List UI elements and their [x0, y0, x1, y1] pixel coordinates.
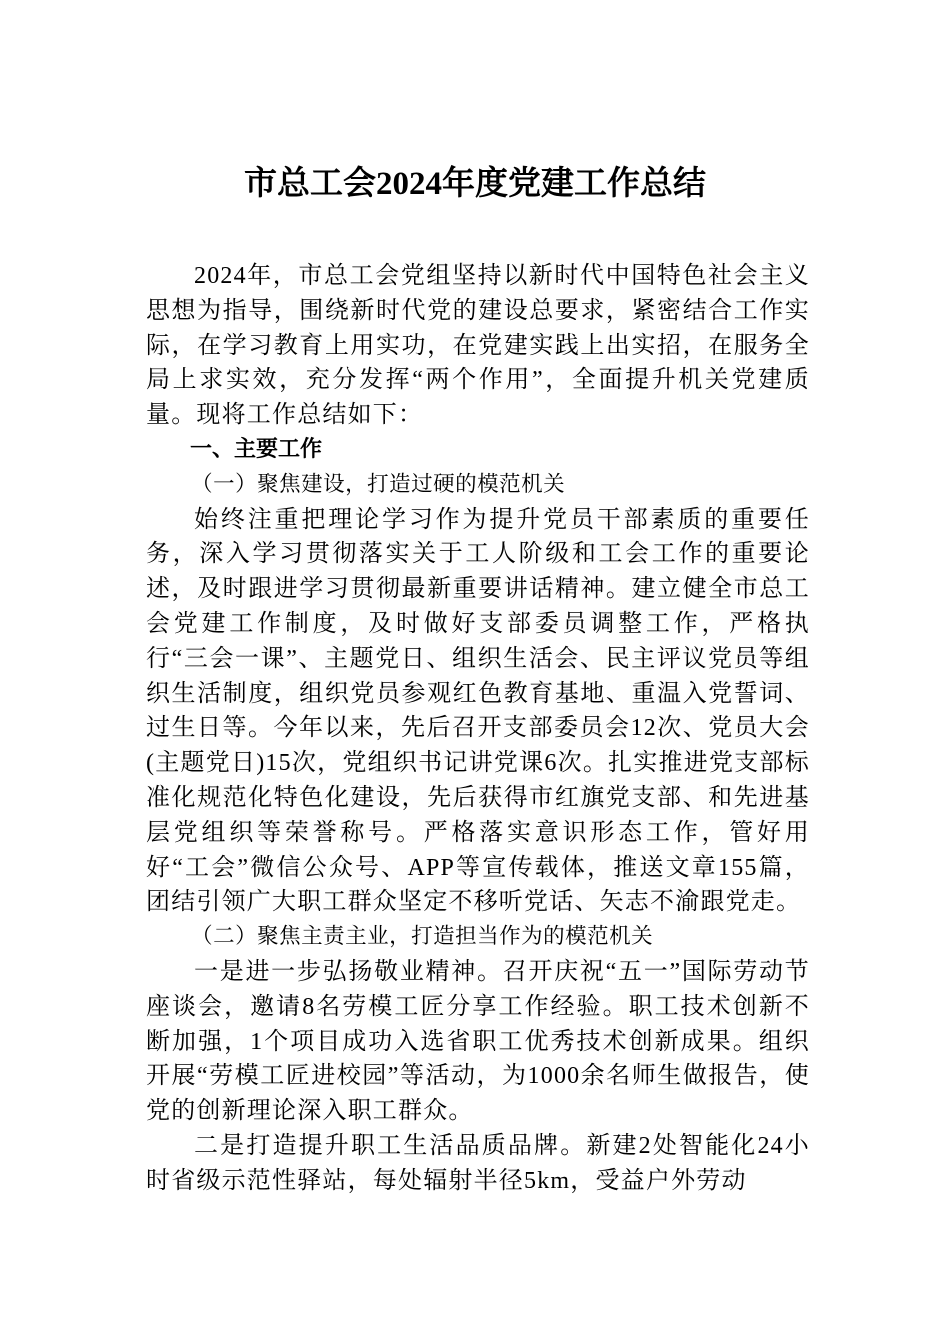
- subsection-2-paragraph-1: 一是进一步弘扬敬业精神。召开庆祝“五一”国际劳动节座谈会，邀请8名劳模工匠分享工作经验。职工技术创新不断加强，1个项目成功入选省职工优秀技术创新成果。组织开展“劳模工匠进校园”等活动，为1000余名师生做报告，使党的创新理论深入职工群众。: [146, 958, 810, 1125]
- subsection-1-paragraph: 始终注重把理论学习作为提升党员干部素质的重要任务，深入学习贯彻落实关于工人阶级和工会工作的重要论述，及时跟进学习贯彻最新重要讲话精神。建立健全市总工会党建工作制度，及时做好支部委员调整工作，严格执行“三会一课”、主题党日、组织生活会、民主评议党员等组织生活制度，组织党员参观红色教育基地、重温入党誓词、过生日等。今年以来，先后召开支部委员会12次、党员大会(主题党日)15次，党组织书记讲党课6次。扎实推进党支部标准化规范化特色化建设，先后获得市红旗党支部、和先进基层党组织等荣誉称号。严格落实意识形态工作，管好用好“工会”微信公众号、APP等宣传载体，推送文章155篇，团结引领广大职工群众坚定不移听党话、矢志不渝跟党走。: [146, 506, 810, 916]
- document-title: 市总工会2024年度党建工作总结: [244, 166, 706, 202]
- subsection-heading-1: （一）聚焦建设，打造过硬的模范机关: [191, 471, 566, 497]
- intro-paragraph: 2024年，市总工会党组坚持以新时代中国特色社会主义思想为指导，围绕新时代党的建设总要求，紧密结合工作实际，在学习教育上用实功，在党建实践上出实招，在服务全局上求实效，充分发挥“两个作用”，全面提升机关党建质量。现将工作总结如下：: [146, 263, 810, 429]
- document-body: [146, 259, 810, 1199]
- section-heading-main-work: 一、主要工作: [190, 436, 323, 462]
- subsection-heading-2: （二）聚焦主责主业，打造担当作为的模范机关: [191, 924, 654, 950]
- subsection-2-paragraph-2: 二是打造提升职工生活品质品牌。新建2处智能化24小时省级示范性驿站，每处辐射半径5km，受益户外劳动: [146, 1132, 810, 1194]
